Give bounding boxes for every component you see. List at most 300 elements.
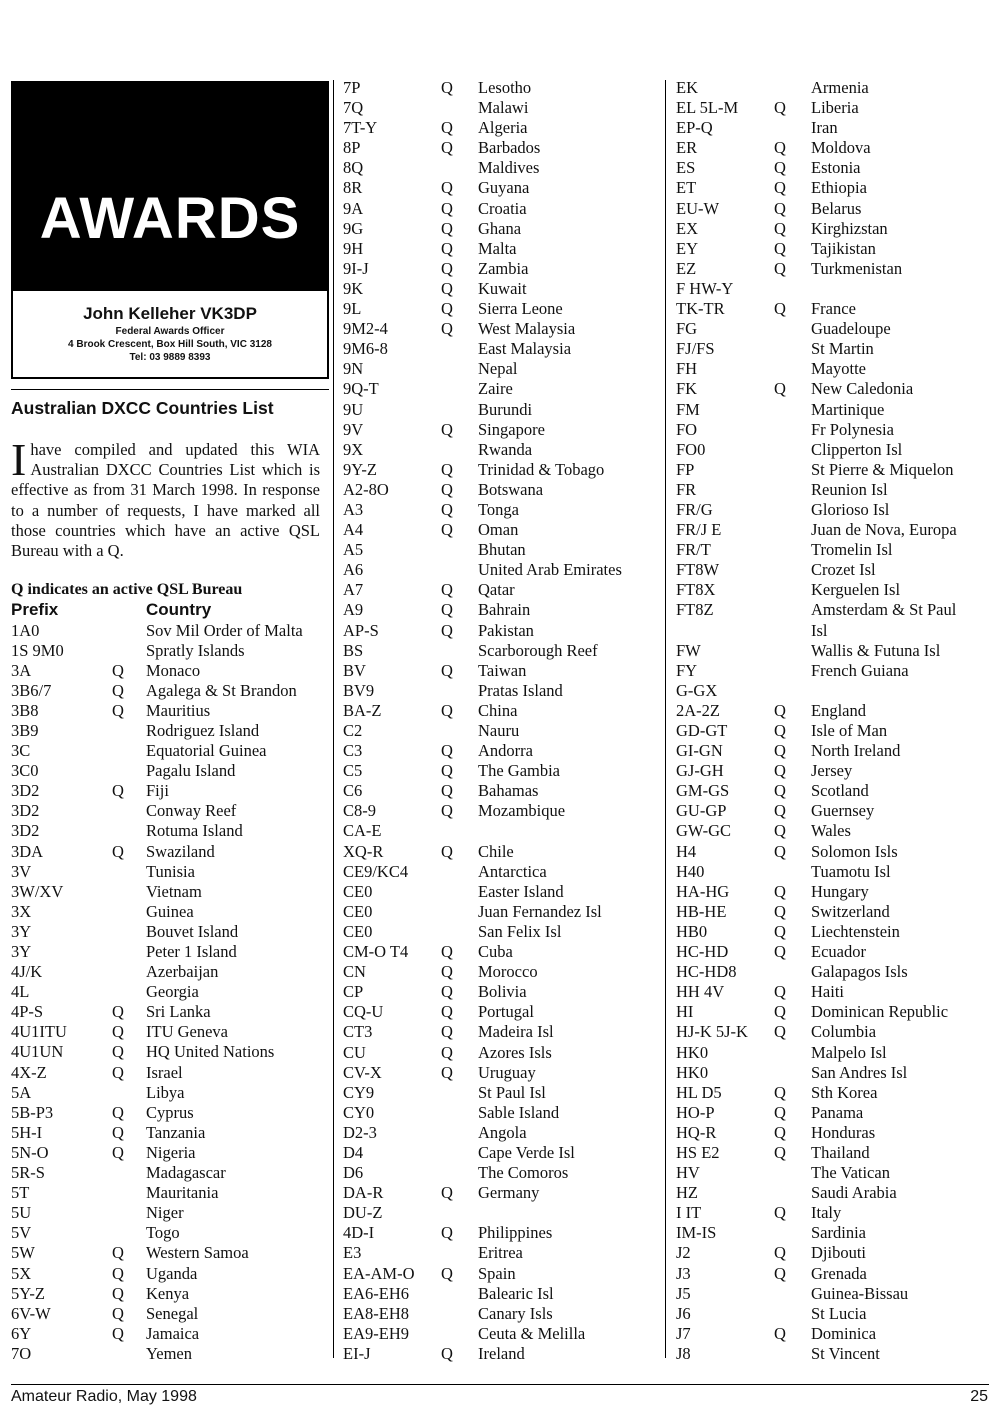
country-row — [676, 761, 996, 781]
prefix-cell: J3 — [676, 1263, 691, 1283]
country-name: Morocco — [478, 962, 538, 982]
qsl-flag: Q — [112, 1122, 124, 1142]
prefix-cell: J6 — [676, 1303, 691, 1323]
qsl-flag: Q — [112, 1263, 124, 1283]
country-row — [11, 942, 331, 962]
country-name: Rodriguez Island — [146, 720, 260, 740]
country-row — [343, 400, 663, 420]
country-row — [676, 158, 996, 178]
qsl-flag: Q — [112, 1022, 124, 1042]
country-row — [11, 1243, 331, 1263]
qsl-flag: Q — [774, 801, 786, 821]
country-row — [676, 982, 996, 1002]
country-name: Galapagos Isls — [811, 962, 908, 982]
qsl-flag: Q — [112, 1102, 124, 1122]
country-name: The Gambia — [478, 761, 561, 781]
prefix-cell: 1S 9M0 — [11, 640, 64, 660]
country-name: North Ireland — [811, 741, 901, 761]
prefix-cell: CY0 — [343, 1102, 375, 1122]
prefix-cell: 5H-I — [11, 1122, 43, 1142]
country-name: Wallis & Futuna Isl — [811, 640, 941, 660]
prefix-cell: FR/G — [676, 499, 713, 519]
country-name: Eritrea — [478, 1243, 523, 1263]
qsl-flag: Q — [441, 700, 453, 720]
prefix-cell: FG — [676, 319, 698, 339]
prefix-cell: FT8Z — [676, 600, 714, 620]
prefix-cell: EY — [676, 238, 698, 258]
country-name: Balearic Isl — [478, 1283, 554, 1303]
prefix-cell: 3X — [11, 901, 32, 921]
qsl-flag: Q — [441, 419, 453, 439]
country-name: Scarborough Reef — [478, 640, 598, 660]
country-name: Sth Korea — [811, 1082, 878, 1102]
qsl-flag: Q — [441, 660, 453, 680]
prefix-cell: A7 — [343, 580, 364, 600]
country-row — [11, 721, 331, 741]
qsl-flag: Q — [441, 620, 453, 640]
prefix-cell: BV9 — [343, 680, 375, 700]
country-name: Azerbaijan — [146, 962, 219, 982]
country-row — [676, 1103, 996, 1123]
country-row — [343, 1284, 663, 1304]
country-row — [11, 801, 331, 821]
country-row — [676, 138, 996, 158]
prefix-cell: 3W/XV — [11, 881, 64, 901]
country-row — [676, 681, 996, 701]
qsl-flag: Q — [441, 801, 453, 821]
country-row — [11, 1284, 331, 1304]
prefix-cell: TK-TR — [676, 299, 725, 319]
qsl-flag: Q — [774, 1022, 786, 1042]
country-name: Israel — [146, 1062, 183, 1082]
prefix-cell: EP-Q — [676, 118, 713, 138]
country-name: St Pierre & Miquelon — [811, 459, 954, 479]
country-row — [676, 1243, 996, 1263]
country-row — [343, 801, 663, 821]
prefix-cell: 9X — [343, 439, 364, 459]
country-row — [343, 98, 663, 118]
country-column-3 — [676, 78, 996, 1364]
prefix-cell: 4U1UN — [11, 1042, 64, 1062]
country-row — [11, 1002, 331, 1022]
country-name: Juan Fernandez Isl — [478, 901, 602, 921]
qsl-flag: Q — [774, 901, 786, 921]
qsl-flag: Q — [112, 1323, 124, 1343]
country-name: Swaziland — [146, 841, 215, 861]
prefix-cell: A4 — [343, 520, 364, 540]
prefix-cell: FR — [676, 479, 697, 499]
country-row — [676, 882, 996, 902]
country-name: Clipperton Isl — [811, 439, 903, 459]
prefix-cell: HC-HD8 — [676, 962, 737, 982]
country-name: Columbia — [811, 1022, 877, 1042]
qsl-flag: Q — [774, 1002, 786, 1022]
country-row — [343, 540, 663, 560]
country-name: HQ United Nations — [146, 1042, 275, 1062]
prefix-cell: J5 — [676, 1283, 691, 1303]
country-name: Juan de Nova, Europa — [811, 520, 957, 540]
prefix-cell: HB0 — [676, 921, 708, 941]
country-row — [343, 420, 663, 440]
country-row — [343, 701, 663, 721]
qsl-flag: Q — [774, 299, 786, 319]
qsl-flag: Q — [774, 1323, 786, 1343]
qsl-flag: Q — [774, 881, 786, 901]
country-row — [11, 781, 331, 801]
qsl-flag: Q — [441, 479, 453, 499]
country-name: Nigeria — [146, 1142, 196, 1162]
country-row — [343, 1002, 663, 1022]
country-name: Kirghizstan — [811, 218, 888, 238]
prefix-cell: CU — [343, 1042, 366, 1062]
prefix-cell: FP — [676, 459, 695, 479]
prefix-cell: A6 — [343, 560, 364, 580]
prefix-cell: BV — [343, 660, 366, 680]
prefix-cell: H40 — [676, 861, 705, 881]
country-row — [11, 1264, 331, 1284]
prefix-cell: A2-8O — [343, 479, 389, 499]
prefix-cell: C2 — [343, 721, 363, 740]
country-row — [343, 359, 663, 379]
country-name: Bolivia — [478, 982, 527, 1002]
country-name: Niger — [146, 1203, 184, 1223]
country-row — [343, 78, 663, 98]
prefix-cell: FY — [676, 660, 698, 680]
prefix-cell: 3C0 — [11, 761, 39, 781]
qsl-flag: Q — [441, 218, 453, 238]
prefix-cell: HL D5 — [676, 1082, 722, 1102]
country-row — [676, 259, 996, 279]
prefix-cell: 5T — [11, 1183, 30, 1203]
prefix-cell: FH — [676, 359, 698, 379]
qsl-flag: Q — [441, 1343, 453, 1363]
country-name: Saudi Arabia — [811, 1183, 897, 1203]
prefix-cell: XQ-R — [343, 841, 384, 861]
country-row — [676, 1123, 996, 1143]
country-name: Ireland — [478, 1343, 525, 1363]
country-name: Algeria — [478, 118, 528, 138]
country-row — [676, 942, 996, 962]
country-row — [343, 339, 663, 359]
prefix-cell: CE0 — [343, 921, 373, 941]
prefix-cell: 7P — [343, 78, 361, 97]
page-number: 25 — [970, 1388, 988, 1405]
country-row — [11, 962, 331, 982]
country-name: Philippines — [478, 1223, 553, 1243]
country-row — [676, 1002, 996, 1022]
country-row — [676, 862, 996, 882]
country-row — [11, 922, 331, 942]
country-row — [676, 480, 996, 500]
prefix-cell: CA-E — [343, 821, 382, 841]
prefix-cell: 3Y — [11, 921, 32, 941]
prefix-cell: 5N-O — [11, 1142, 49, 1162]
country-row — [11, 842, 331, 862]
country-name: Sardinia — [811, 1223, 866, 1243]
country-row — [343, 1243, 663, 1263]
country-name: Bahrain — [478, 600, 531, 620]
qsl-flag: Q — [441, 78, 453, 97]
country-row — [676, 1143, 996, 1163]
qsl-flag: Q — [774, 1203, 786, 1223]
prefix-cell: EL 5L-M — [676, 98, 739, 118]
country-row — [676, 520, 996, 540]
prefix-cell: EI-J — [343, 1343, 371, 1363]
country-row — [11, 1103, 331, 1123]
qsl-flag: Q — [774, 1082, 786, 1102]
qsl-flag: Q — [112, 1283, 124, 1303]
prefix-cell: 3C — [11, 741, 31, 761]
country-row — [343, 902, 663, 922]
qsl-flag: Q — [441, 841, 453, 861]
country-row — [676, 560, 996, 580]
prefix-cell: EX — [676, 218, 698, 238]
country-row — [11, 982, 331, 1002]
prefix-cell: BA-Z — [343, 700, 382, 720]
country-name: Cyprus — [146, 1102, 194, 1122]
country-row — [343, 600, 663, 620]
country-name: Italy — [811, 1203, 842, 1223]
country-row — [676, 1163, 996, 1183]
country-name: Guyana — [478, 178, 530, 198]
prefix-cell: D6 — [343, 1163, 364, 1183]
qsl-flag: Q — [774, 841, 786, 861]
country-name: Madeira Isl — [478, 1022, 554, 1042]
prefix-cell: A9 — [343, 600, 364, 620]
prefix-cell: 4J/K — [11, 962, 43, 982]
qsl-flag: Q — [112, 1042, 124, 1062]
qsl-flag: Q — [441, 580, 453, 600]
prefix-cell: 9M2-4 — [343, 319, 388, 339]
country-row — [676, 902, 996, 922]
prefix-cell: HS E2 — [676, 1142, 720, 1162]
country-name: Conway Reef — [146, 801, 237, 821]
country-name: Burundi — [478, 399, 533, 419]
country-row — [676, 661, 996, 681]
country-row — [11, 1304, 331, 1324]
prefix-cell: 9Q-T — [343, 379, 379, 399]
qsl-flag: Q — [441, 138, 453, 158]
qsl-flag: Q — [441, 319, 453, 339]
qsl-flag: Q — [112, 700, 124, 720]
country-name: Portugal — [478, 1002, 534, 1022]
country-row — [676, 1203, 996, 1223]
country-name: Botswana — [478, 479, 544, 499]
country-row — [676, 1063, 996, 1083]
country-name: Uruguay — [478, 1062, 536, 1082]
country-name: United Arab Emirates — [478, 560, 622, 580]
country-row — [343, 118, 663, 138]
country-name: Vietnam — [146, 881, 202, 901]
qsl-flag: Q — [774, 1142, 786, 1162]
footer-divider — [11, 1384, 989, 1385]
qsl-flag: Q — [774, 781, 786, 801]
country-row — [343, 821, 663, 841]
prefix-cell: 7O — [11, 1343, 32, 1363]
qsl-flag: Q — [441, 459, 453, 479]
prefix-cell: GM-GS — [676, 781, 730, 801]
country-name: The Vatican — [811, 1163, 890, 1183]
country-row — [676, 279, 996, 299]
country-name: Crozet Isl — [811, 560, 876, 580]
country-row — [676, 1304, 996, 1324]
prefix-cell: 2A-2Z — [676, 700, 720, 720]
prefix-cell: 9M6-8 — [343, 339, 388, 359]
prefix-cell: GD-GT — [676, 721, 728, 740]
prefix-cell: FR/T — [676, 540, 711, 560]
country-row — [676, 379, 996, 399]
qsl-flag: Q — [441, 520, 453, 540]
country-row — [343, 319, 663, 339]
country-name: Haiti — [811, 982, 844, 1002]
country-name: Tuamotu Isl — [811, 861, 891, 881]
prefix-cell: HB-HE — [676, 901, 727, 921]
qsl-flag: Q — [441, 741, 453, 761]
country-row — [343, 882, 663, 902]
country-name: St Lucia — [811, 1303, 867, 1323]
country-row — [11, 1063, 331, 1083]
country-name: Madagascar — [146, 1163, 226, 1183]
qsl-flag: Q — [441, 1223, 453, 1243]
qsl-flag: Q — [441, 761, 453, 781]
qsl-flag: Q — [441, 962, 453, 982]
country-name: Antarctica — [478, 861, 547, 881]
country-name: Glorioso Isl — [811, 499, 890, 519]
country-row — [343, 580, 663, 600]
country-name: Sov Mil Order of Malta — [146, 620, 303, 640]
prefix-cell: 9H — [343, 238, 364, 258]
country-name: Oman — [478, 520, 519, 540]
country-name: Kenya — [146, 1283, 190, 1303]
prefix-cell: 5U — [11, 1203, 32, 1223]
prefix-cell: FK — [676, 379, 698, 399]
country-row — [11, 821, 331, 841]
prefix-header: Prefix — [11, 600, 59, 619]
prefix-cell: GJ-GH — [676, 761, 724, 781]
qsl-flag: Q — [441, 1002, 453, 1022]
prefix-cell: 4X-Z — [11, 1062, 47, 1082]
country-row — [343, 1043, 663, 1063]
column-divider — [665, 80, 666, 1358]
country-row — [676, 621, 996, 641]
country-name: Pakistan — [478, 620, 534, 640]
country-row — [343, 379, 663, 399]
prefix-cell: D4 — [343, 1142, 364, 1162]
country-row — [676, 1324, 996, 1344]
prefix-cell: 7T-Y — [343, 118, 378, 138]
qsl-flag: Q — [441, 982, 453, 1002]
country-name: San Andres Isl — [811, 1062, 908, 1082]
qsl-flag: Q — [774, 198, 786, 218]
prefix-cell: HO-P — [676, 1102, 715, 1122]
prefix-cell: CE0 — [343, 901, 373, 921]
country-row — [343, 942, 663, 962]
country-row — [676, 319, 996, 339]
prefix-cell: CT3 — [343, 1022, 373, 1042]
qsl-flag: Q — [441, 600, 453, 620]
country-name: Angola — [478, 1122, 527, 1142]
country-name: Uganda — [146, 1263, 198, 1283]
country-name: Singapore — [478, 419, 545, 439]
country-row — [343, 279, 663, 299]
country-name: Guinea — [146, 901, 194, 921]
country-row — [11, 1324, 331, 1344]
country-row — [343, 661, 663, 681]
country-name: Andorra — [478, 741, 533, 761]
country-row — [676, 118, 996, 138]
qsl-flag: Q — [441, 1062, 453, 1082]
country-row — [11, 1083, 331, 1103]
country-row — [676, 1284, 996, 1304]
country-row — [11, 1042, 331, 1062]
prefix-cell: HJ-K 5J-K — [676, 1022, 748, 1042]
country-name: Bouvet Island — [146, 921, 239, 941]
qsl-flag: Q — [112, 680, 124, 700]
country-row — [11, 701, 331, 721]
country-name: Isle of Man — [811, 721, 888, 740]
country-name: Jamaica — [146, 1323, 200, 1343]
country-name: Mozambique — [478, 801, 566, 821]
country-name: Bahamas — [478, 781, 539, 801]
prefix-cell: 4P-S — [11, 1002, 44, 1022]
country-name: Tunisia — [146, 861, 195, 881]
country-row — [11, 1123, 331, 1143]
country-row — [676, 821, 996, 841]
prefix-cell: C8-9 — [343, 801, 376, 821]
country-row — [343, 621, 663, 641]
prefix-cell: HH 4V — [676, 982, 725, 1002]
prefix-cell: GW-GC — [676, 821, 731, 841]
country-name: Equatorial Guinea — [146, 741, 267, 761]
qsl-flag: Q — [441, 1022, 453, 1042]
country-row — [11, 761, 331, 781]
prefix-cell: 5R-S — [11, 1163, 45, 1183]
prefix-cell: CY9 — [343, 1082, 375, 1102]
prefix-cell: 3D2 — [11, 821, 40, 841]
prefix-cell: 8Q — [343, 158, 364, 178]
country-name: Dominica — [811, 1323, 877, 1343]
country-row — [343, 1344, 663, 1364]
country-name: Hungary — [811, 881, 869, 901]
qsl-flag: Q — [774, 1243, 786, 1263]
country-name: Tonga — [478, 499, 520, 519]
country-row — [676, 400, 996, 420]
prefix-cell: CM-O T4 — [343, 942, 409, 962]
prefix-cell: 9Y-Z — [343, 459, 377, 479]
prefix-cell: EA8-EH8 — [343, 1303, 409, 1323]
prefix-cell: CP — [343, 982, 364, 1002]
country-name: Agalega & St Brandon — [146, 680, 297, 700]
prefix-cell: J8 — [676, 1343, 691, 1363]
article-intro — [11, 434, 320, 561]
country-name: Chile — [478, 841, 514, 861]
country-row — [343, 842, 663, 862]
country-row — [11, 902, 331, 922]
prefix-cell: GI-GN — [676, 741, 723, 761]
country-row — [676, 500, 996, 520]
country-row — [343, 761, 663, 781]
country-row — [343, 862, 663, 882]
country-row — [343, 1304, 663, 1324]
prefix-cell: 3B9 — [11, 720, 39, 740]
prefix-cell: A3 — [343, 499, 364, 519]
qsl-flag: Q — [441, 942, 453, 962]
qsl-flag: Q — [774, 1263, 786, 1283]
awards-header-box — [11, 81, 329, 379]
country-name: Martinique — [811, 399, 885, 419]
prefix-cell: 9V — [343, 419, 364, 439]
prefix-cell: 8R — [343, 178, 363, 198]
